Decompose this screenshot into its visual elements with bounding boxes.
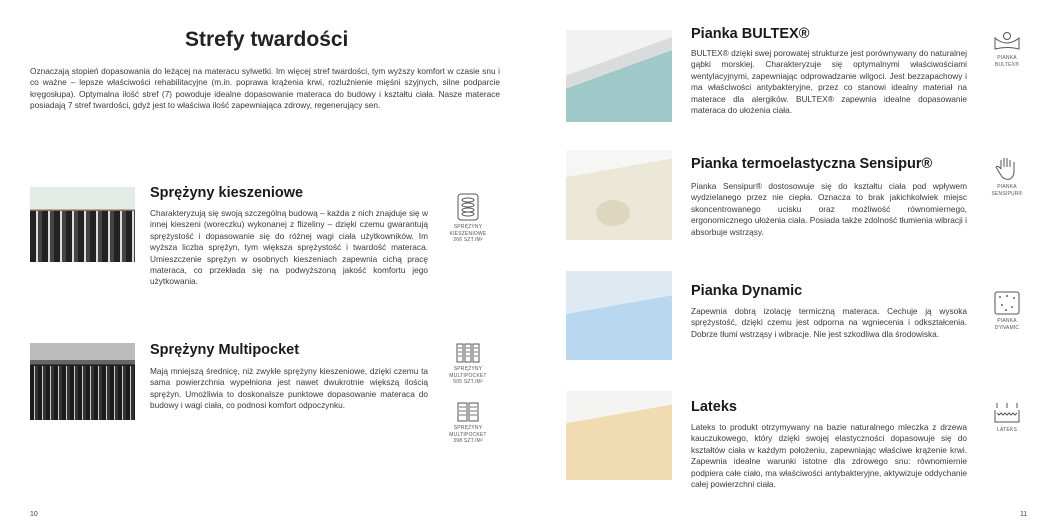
icon-caption: BULTEX® — [994, 61, 1020, 68]
bultex-foam-image — [566, 30, 672, 122]
icon-caption: PIANKA — [997, 184, 1017, 190]
multipocket-icon — [443, 402, 493, 445]
icon-caption: KIESZENIOWE — [449, 230, 487, 237]
spring-icon — [443, 193, 493, 244]
section-text: Pianka Sensipur® dostosowuje się do kształtu ciała pod wpływem wydzielanego przez nie ciepła. Oznacza to brak jakichkolwiek miejsc skoncentrowanego ucisku oraz możliwość równomiernego, ergonomicznego ułożenia ciała. Posiada także zdolność tłumienia wibracji i absorbuje wstrząsy. — [691, 181, 967, 237]
section-title: Sprężyny kieszeniowe — [150, 185, 304, 201]
icon-caption: PIANKA — [997, 55, 1017, 61]
icon-caption: 398 SZT./M² — [453, 438, 483, 444]
section-text: Mają mniejszą średnicę, niż zwykłe sprężyny kieszeniowe, dzięki czemu ta sama powierzchnia wypełniona jest nawet dwukrotnie większą ilością sprężyn. Umożliwia to doskonalsze punktowe dopasowanie materaca do budowy i wagi ciała, co podnosi komfort odpoczynku. — [150, 366, 428, 411]
icon-caption: SPRĘŻYNY — [453, 425, 483, 431]
sensipur-foam-image — [566, 150, 672, 240]
icon-caption: MULTIPOCKET — [449, 431, 487, 438]
icon-caption: SENSIPUR® — [991, 190, 1023, 197]
latex-icon — [982, 402, 1032, 434]
hand-icon — [982, 155, 1032, 197]
icon-caption: SPRĘŻYNY — [453, 224, 483, 230]
icon-caption: 266 SZT./M² — [453, 237, 483, 243]
icon-caption: LATEKS — [996, 427, 1017, 433]
multipocket-springs-image — [30, 343, 135, 420]
page-number: 11 — [1020, 511, 1028, 518]
icon-caption: SPRĘŻYNY — [453, 366, 483, 372]
section-text: BULTEX® dzięki swej porowatej strukturze jest porównywany do naturalnej gąbki morskiej. Charakteryzuje się optymalnymi właściwościami wentylacyjnymi, zapewniając odprowadzanie wilgoci. Jest bezzapachowy i ma właściwości antybakteryjne, przez co stanowi idealny materiał na materace dla alergików. BULTEX® zapewnia idealne dopasowanie materaca do ułożenia ciała. — [691, 48, 967, 116]
section-title: Lateks — [691, 399, 737, 415]
dynamic-foam-icon — [982, 291, 1032, 331]
icon-caption: MULTIPOCKET — [449, 372, 487, 379]
page-title: Strefy twardości — [185, 28, 349, 51]
multipocket-icon — [443, 343, 493, 386]
body-foam-icon — [982, 30, 1032, 68]
icon-caption: 505 SZT./M² — [453, 379, 483, 385]
dynamic-foam-image — [566, 271, 672, 360]
section-title: Pianka Dynamic — [691, 283, 803, 299]
section-text: Lateks to produkt otrzymywany na bazie naturalnego mleczka z drzewa kauczukowego, który dzięki swojej elastyczności dopasowuje się do kształtów ciała w każdym położeniu, zapewniając właściwe krążenie krwi. Zapewnia idealne warunki istotne dla zdrowego snu: równomiernie podpiera całe ciało, ma właściwości antybakteryjne, aktywizuje oddychanie całej powierzchni ciała. — [691, 422, 967, 490]
latex-foam-image — [566, 391, 672, 480]
section-text: Zapewnia dobrą izolację termiczną materaca. Cechuje ją wysoka sprężystość, dzięki czemu jest odporna na wgniecenia i odkształcenia. Dobrze tłumi wstrząsy i wibracje. Nie jest szkodliwa dla środowiska. — [691, 306, 967, 339]
intro-text: Oznaczają stopień dopasowania do leżącej na materacu sylwetki. Im więcej stref twardości, tym wyższy komfort w czasie snu i co ważne – lepsze właściwości rehabilitacyjne (m.in. poprawa krążenia krwi, rozluźnienie mięśni szyjnych, silne podparcie kręgosłupa). Optymalna ilość stref (7) powoduje idealne dopasowanie materaca do budowy i kształtu ciała. Nasze materace posiadają 7 stref twardości, gdyż jest to właściwa ilość zapewniająca zdrowy, regenerujący sen. — [30, 66, 500, 111]
icon-caption: DYNAMIC — [994, 324, 1020, 331]
section-title: Pianka BULTEX® — [691, 26, 810, 42]
section-title: Pianka termoelastyczna Sensipur® — [691, 156, 933, 172]
section-text: Charakteryzują się swoją szczególną budową – każda z nich znajduje się w innej kieszeni (woreczku) wykonanej z flizeliny – dzięki czemu gwarantują sprężystość i dopasowanie się do różnej wagi ciała użytkowników. Im wyższa liczba sprężyn, tym większa sprężystość i twardość materaca. Umieszczenie sprężyn w osobnych kieszeniach zapewnia cichą pracę materaca, co przekłada się na podwyższoną jakość komfortu jego użytkowania. — [150, 208, 428, 287]
page-number: 10 — [30, 511, 38, 518]
section-title: Sprężyny Multipocket — [150, 342, 300, 358]
icon-caption: PIANKA — [997, 318, 1017, 324]
pocket-springs-image — [30, 187, 135, 262]
